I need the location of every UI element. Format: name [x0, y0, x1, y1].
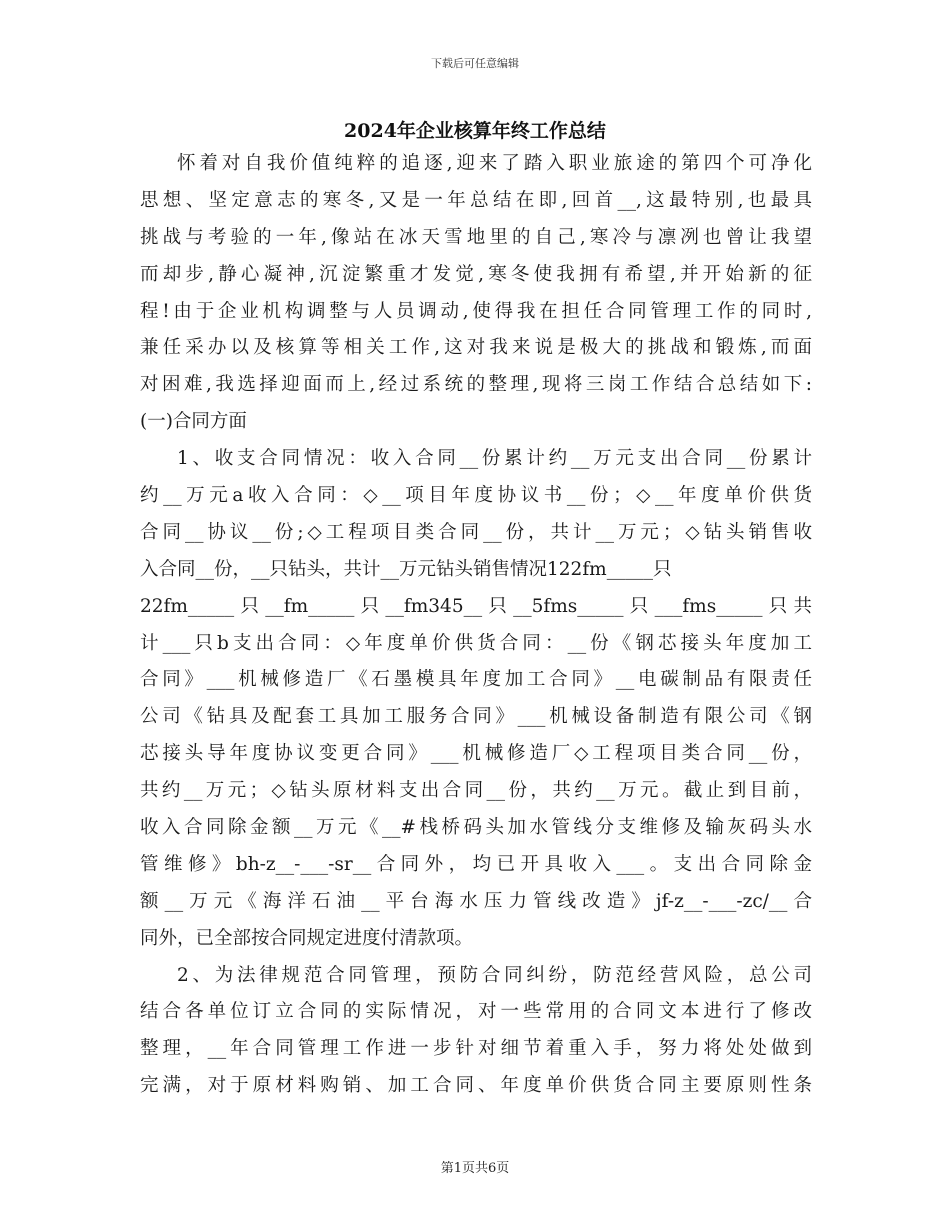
body-line: 对困难,我选择迎面而上,经过系统的整理,现将三岗工作结合总结如下: [140, 374, 812, 396]
body-line: 而却步,静心凝神,沉淀繁重才发觉,寒冬使我拥有希望,并开始新的征 [140, 263, 812, 285]
body-line: 完满，对于原材料购销、加工合同、年度单价供货合同主要原则性条 [140, 1075, 812, 1097]
body-line: 2、为法律规范合同管理，预防合同纠纷，防范经营风险，总公司 [177, 964, 812, 986]
body-line: 约__万元a收入合同：◇__项目年度协议书__份；◇__年度单价供货 [140, 485, 812, 507]
body-line: 入合同__份，__只钻头，共计__万元钻头销售情况122fm_____只 [140, 558, 672, 580]
page-header-note: 下载后可任意编辑 [431, 57, 519, 70]
body-line: 管维修》bh-z__-___-sr__合同外，均已开具收入___。支出合同除金 [140, 853, 812, 875]
body-line: 整理，__年合同管理工作进一步针对细节着重入手，努力将处处做到 [140, 1038, 812, 1060]
body-line: 同外，已全部按合同规定进度付清款项。 [140, 927, 474, 949]
body-line: 收入合同除金额__万元《__#栈桥码头加水管线分支维修及输灰码头水 [140, 817, 812, 839]
body-line: 额__万元《海洋石油__平台海水压力管线改造》jf-z__-___-zc/__合 [140, 890, 812, 912]
page-number-footer: 第1页共6页 [440, 1161, 510, 1176]
section-heading-contracts: (一)合同方面 [140, 411, 247, 433]
body-line: 共约__万元；◇钻头原材料支出合同__份，共约__万元。截止到目前， [140, 780, 812, 802]
body-line: 计___只b支出合同：◇年度单价供货合同：__份《钢芯接头年度加工 [140, 632, 812, 654]
document-body [140, 146, 812, 1105]
body-line: 挑战与考验的一年,像站在冰天雪地里的自己,寒冷与凛冽也曾让我望 [140, 226, 812, 248]
body-line: 结合各单位订立合同的实际情况，对一些常用的合同文本进行了修改 [140, 1001, 812, 1023]
body-line: 合同__协议__份;◇工程项目类合同__份，共计__万元；◇钻头销售收 [140, 521, 812, 543]
body-line: 22fm_____只__fm_____只__fm345__只__5fms_____只___fms_____只共 [140, 595, 812, 617]
body-line: 怀着对自我价值纯粹的追逐,迎来了踏入职业旅途的第四个可净化 [177, 153, 812, 174]
document-title: 2024年企业核算年终工作总结 [344, 120, 606, 142]
body-line: 思想、坚定意志的寒冬,又是一年总结在即,回首__,这最特别,也最具 [140, 189, 812, 211]
body-line: 公司《钻具及配套工具加工服务合同》___机械设备制造有限公司《钢 [140, 706, 812, 728]
body-line: 兼任采办以及核算等相关工作,这对我来说是极大的挑战和锻炼,而面 [140, 337, 812, 359]
body-line: 1、收支合同情况：收入合同__份累计约__万元支出合同__份累计 [177, 448, 812, 470]
body-line: 合同》___机械修造厂《石墨模具年度加工合同》__电碳制品有限责任 [140, 669, 812, 691]
body-line: 程!由于企业机构调整与人员调动,使得我在担任合同管理工作的同时, [140, 300, 812, 322]
body-line: 芯接头导年度协议变更合同》___机械修造厂◇工程项目类合同__份， [140, 743, 812, 765]
